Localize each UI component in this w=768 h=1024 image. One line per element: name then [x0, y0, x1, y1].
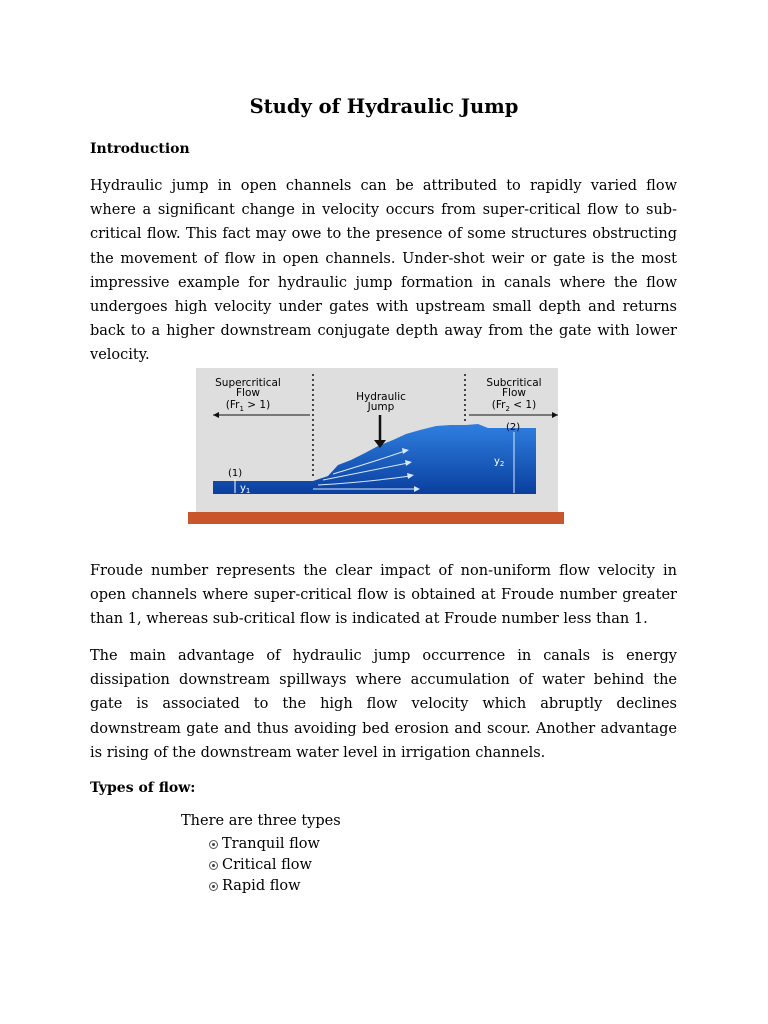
section-2-label: (2) [506, 422, 521, 433]
supercritical-froude-label: $(Fr_1 > 1)$ [225, 399, 271, 413]
advantage-paragraph: The main advantage of hydraulic jump occurrence in canals is energy dissipation downstream spillways where accumulation of water behind the gate is associated to the high flow velocity which abruptly declines downstream gate and thus avoiding bed erosion and scour. Another advantage is rising of the downstream water level in irrigation channels. [90, 648, 677, 761]
types-heading: Types of flow: [90, 780, 196, 796]
types-intro: There are three types [181, 813, 341, 829]
subcritical-froude-label: $(Fr_2 < 1)$ [491, 399, 537, 413]
bullet-icon [209, 840, 218, 849]
bullet-icon [209, 882, 218, 891]
list-item-label: Tranquil flow [222, 836, 320, 852]
hydraulic-jump-diagram [188, 368, 566, 526]
froude-paragraph: Froude number represents the clear impact of non-uniform flow velocity in open channels where super-critical flow is obtained at Froude number greater than 1, whereas sub-critical flow is indicated at Froude number less than 1. [90, 563, 677, 628]
list-item [208, 834, 320, 855]
hydraulic-jump-label: Hydraulic [356, 391, 406, 403]
subcritical-label: Subcritical [486, 377, 542, 389]
depth-y2-label: $y_2$ [494, 456, 505, 468]
list-item [208, 855, 320, 876]
introduction-heading: Introduction [90, 141, 190, 157]
bullet-icon [209, 861, 218, 870]
list-item [208, 876, 320, 897]
list-item-label: Critical flow [222, 857, 312, 873]
supercritical-label: Supercritical [215, 377, 281, 389]
depth-y1-label: $y_1$ [240, 483, 251, 495]
supercritical-flow-label: Flow [236, 387, 260, 399]
subcritical-flow-label: Flow [502, 387, 526, 399]
channel-bed [188, 512, 564, 524]
section-1-label: (1) [228, 468, 243, 479]
flow-types-list [208, 834, 320, 897]
intro-paragraph: Hydraulic jump in open channels can be attributed to rapidly varied flow where a significant change in velocity occurs from super-critical flow to sub-critical flow. This fact may owe to the presence of some structures obstructing the movement of flow in open channels. Under-shot weir or gate is the most impressive example for hydraulic jump formation in canals where the flow undergoes high velocity under gates with upstream small depth and returns back to a higher downstream conjugate depth away from the gate with lower velocity. [90, 178, 677, 364]
list-item-label: Rapid flow [222, 878, 301, 894]
jump-label: Jump [367, 401, 395, 413]
page-title: Study of Hydraulic Jump [249, 95, 519, 118]
